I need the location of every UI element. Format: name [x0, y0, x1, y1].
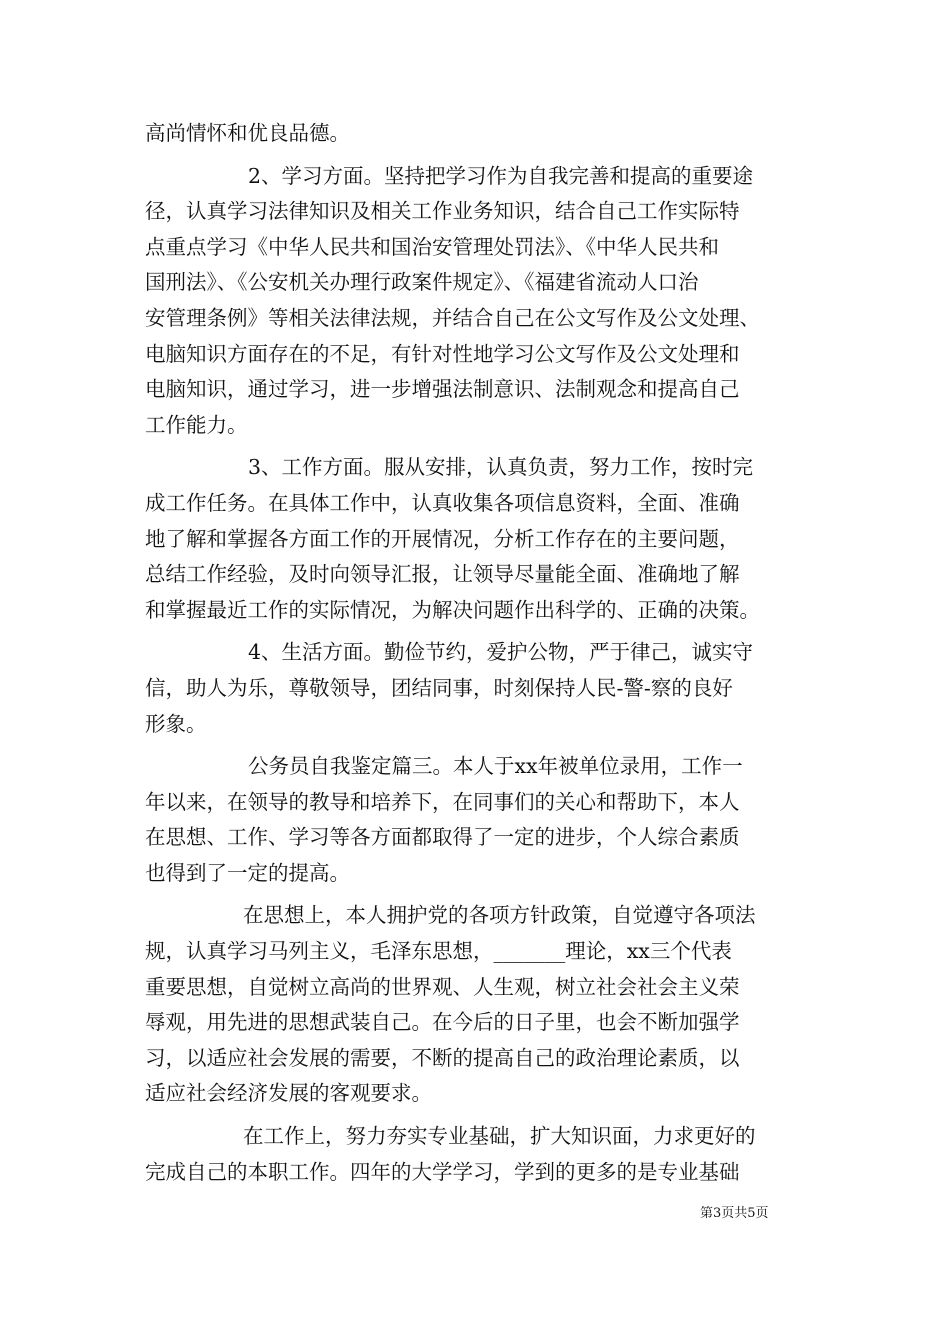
text-line: 电脑知识，通过学习，进一步增强法制意识、法制观念和提高自己 [145, 377, 740, 402]
paragraph-life-start: 4、生活方面。勤俭节约，爱护公物，严于律己，诚实守 [248, 640, 754, 665]
paragraph-job-start: 在工作上，努力夯实专业基础，扩大知识面，力求更好的 [243, 1124, 756, 1149]
text-line: 重要思想，自觉树立高尚的世界观、人生观，树立社会社会主义荣 [145, 974, 740, 999]
text-line: 适应社会经济发展的客观要求。 [145, 1081, 432, 1106]
text-line: 辱观，用先进的思想武装自己。在今后的日子里，也会不断加强学 [145, 1010, 740, 1035]
text-line: 总结工作经验，及时向领导汇报，让领导尽量能全面、准确地了解 [145, 562, 740, 587]
text-line: 电脑知识方面存在的不足，有针对性地学习公文写作及公文处理和 [145, 341, 740, 366]
text-line: 成工作任务。在具体工作中，认真收集各项信息资料，全面、准确 [145, 490, 740, 515]
paragraph-part-three-start: 公务员自我鉴定篇三。本人于xx年被单位录用，工作一 [248, 754, 743, 779]
paragraph-work-start: 3、工作方面。服从安排，认真负责，努力工作，按时完 [248, 455, 754, 480]
text-line: 习，以适应社会发展的需要，不断的提高自己的政治理论素质，以 [145, 1045, 740, 1070]
text-line: 规，认真学习马列主义，毛泽东思想，_______理论，xx三个代表 [145, 939, 732, 964]
text-line: 径，认真学习法律知识及相关工作业务知识，结合自己工作实际特 [145, 199, 740, 224]
text-line: 国刑法》、《公安机关办理行政案件规定》、《福建省流动人口治 [145, 270, 699, 295]
text-line: 地了解和掌握各方面工作的开展情况，分析工作存在的主要问题， [145, 526, 740, 551]
text-line: 形象。 [145, 711, 207, 736]
text-line: 信，助人为乐，尊敬领导，团结同事，时刻保持人民-警-察的良好 [145, 675, 733, 700]
text-line: 安管理条例》等相关法律法规，并结合自己在公文写作及公文处理、 [145, 305, 760, 330]
paragraph-thought-start: 在思想上，本人拥护党的各项方针政策，自觉遵守各项法 [243, 903, 756, 928]
text-line: 和掌握最近工作的实际情况，为解决问题作出科学的、正确的决策。 [145, 597, 760, 622]
text-line: 高尚情怀和优良品德。 [145, 121, 350, 145]
text-line: 点重点学习《中华人民共和国治安管理处罚法》、《中华人民共和 [145, 234, 719, 259]
paragraph-study-start: 2、学习方面。坚持把学习作为自我完善和提高的重要途 [248, 163, 754, 188]
text-line: 也得到了一定的提高。 [145, 860, 350, 885]
text-line: 完成自己的本职工作。四年的大学学习，学到的更多的是专业基础 [145, 1159, 740, 1184]
text-line: 工作能力。 [145, 412, 248, 437]
document-body [145, 116, 810, 1190]
text-line: 年以来，在领导的教导和培养下，在同事们的关心和帮助下，本人 [145, 789, 740, 814]
text-line: 在思想、工作、学习等各方面都取得了一定的进步，个人综合素质 [145, 825, 740, 850]
page-number-footer: 第3页共5页 [700, 1206, 769, 1221]
